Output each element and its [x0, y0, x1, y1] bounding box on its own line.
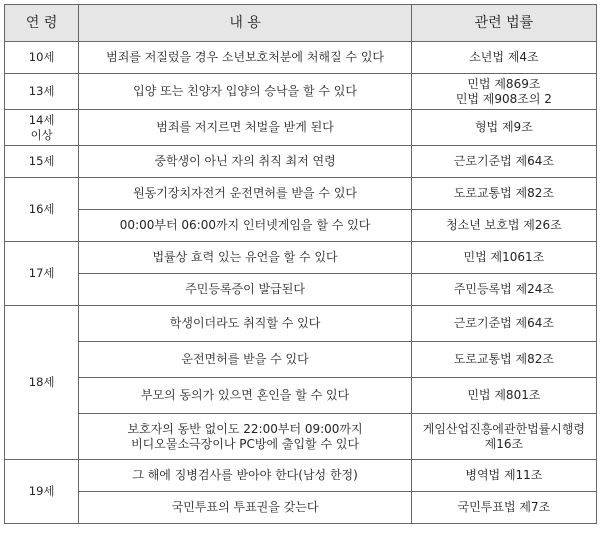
law-cell: 주민등록법 제24조: [411, 274, 596, 306]
age-cell: 19세: [5, 460, 79, 524]
header-row: [5, 5, 597, 42]
table-row: [5, 460, 597, 492]
age-cell: 10세: [5, 42, 79, 74]
content-cell: 입양 또는 친양자 입양의 승낙을 할 수 있다: [79, 74, 411, 110]
content-cell: 주민등록증이 발급된다: [79, 274, 411, 306]
law-cell: 근로기준법 제64조: [411, 306, 596, 342]
header-content: 내 용: [79, 5, 411, 42]
content-cell: 법률상 효력 있는 유언을 할 수 있다: [79, 242, 411, 274]
law-cell: 청소년 보호법 제26조: [411, 210, 596, 242]
age-cell: 18세: [5, 306, 79, 460]
law-cell: 민법 제1061조: [411, 242, 596, 274]
table-row: [5, 342, 597, 378]
law-cell: 민법 제869조 민법 제908조의 2: [411, 74, 596, 110]
age-cell: 13세: [5, 74, 79, 110]
table-row: [5, 492, 597, 524]
age-cell: 14세 이상: [5, 110, 79, 146]
table-row: [5, 146, 597, 178]
content-cell: 학생이더라도 취직할 수 있다: [79, 306, 411, 342]
content-cell: 국민투표의 투표권을 갖는다: [79, 492, 411, 524]
table-row: [5, 178, 597, 210]
content-cell: 00:00부터 06:00까지 인터넷게임을 할 수 있다: [79, 210, 411, 242]
content-cell: 부모의 동의가 있으면 혼인을 할 수 있다: [79, 378, 411, 414]
law-cell: 도로교통법 제82조: [411, 342, 596, 378]
age-cell: 17세: [5, 242, 79, 306]
table-row: [5, 274, 597, 306]
content-cell: 범죄를 저질렀을 경우 소년보호처분에 처해질 수 있다: [79, 42, 411, 74]
law-cell: 병역법 제11조: [411, 460, 596, 492]
law-cell: 국민투표법 제7조: [411, 492, 596, 524]
table-row: [5, 210, 597, 242]
law-cell: 민법 제801조: [411, 378, 596, 414]
law-cell: 근로기준법 제64조: [411, 146, 596, 178]
table-row: [5, 306, 597, 342]
law-cell: 도로교통법 제82조: [411, 178, 596, 210]
content-cell: 그 해에 징병검사를 받아야 한다(남성 한정): [79, 460, 411, 492]
law-cell: 형법 제9조: [411, 110, 596, 146]
table-row: [5, 242, 597, 274]
content-cell: 중학생이 아닌 자의 취직 최저 연령: [79, 146, 411, 178]
header-age: 연 령: [5, 5, 79, 42]
table-row: [5, 42, 597, 74]
content-cell: 보호자의 동반 없이도 22:00부터 09:00까지 비디오물소극장이나 PC방에 출입할 수 있다: [79, 414, 411, 460]
table-row: [5, 110, 597, 146]
content-cell: 원동기장치자전거 운전면허를 받을 수 있다: [79, 178, 411, 210]
age-cell: 16세: [5, 178, 79, 242]
law-cell: 소년법 제4조: [411, 42, 596, 74]
age-law-table: [4, 4, 597, 524]
age-cell: 15세: [5, 146, 79, 178]
content-cell: 운전면허를 받을 수 있다: [79, 342, 411, 378]
header-law: 관련 법률: [411, 5, 596, 42]
law-cell: 게임산업진흥에관한법률시행령 제16조: [411, 414, 596, 460]
content-cell: 범죄를 저지르면 처벌을 받게 된다: [79, 110, 411, 146]
table-row: [5, 414, 597, 460]
table-row: [5, 378, 597, 414]
table-row: [5, 74, 597, 110]
